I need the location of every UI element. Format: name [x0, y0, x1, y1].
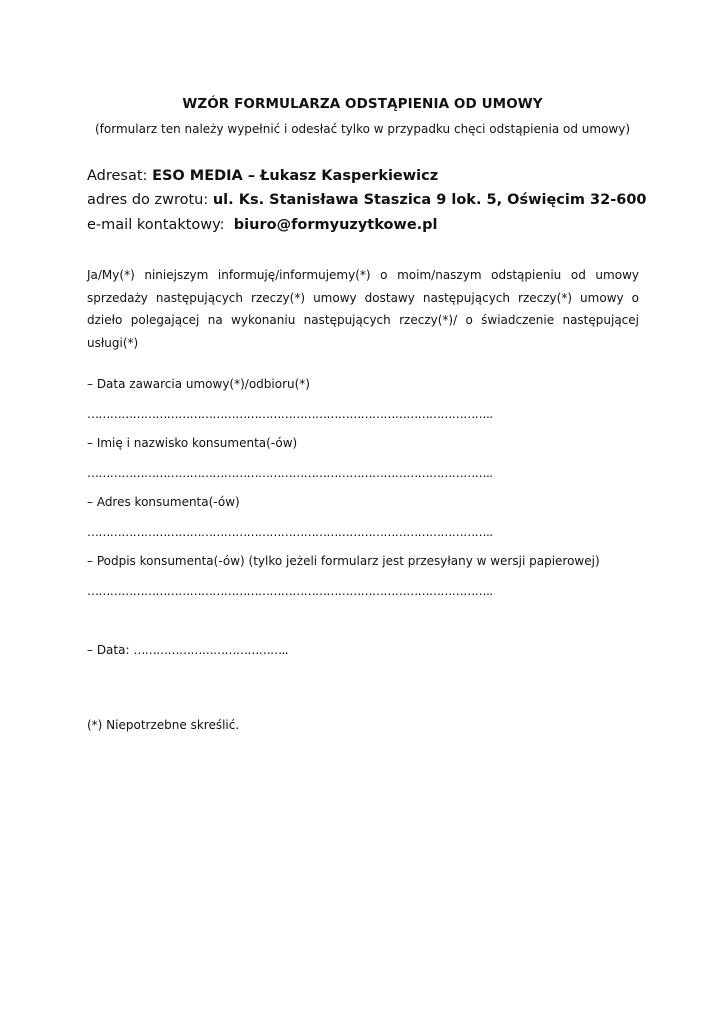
addressee-value: ESO MEDIA – Łukasz Kasperkiewicz [152, 168, 439, 184]
consumer-address-label: – Adres konsumenta(-ów) [87, 495, 240, 509]
footnote: (*) Niepotrzebne skreślić. [87, 718, 240, 732]
consumer-signature-blank: …………………………………………………………………………………………….. [87, 584, 493, 598]
consumer-signature-label: – Podpis konsumenta(-ów) (tylko jeżeli formularz jest przesyłany w wersji papierowej) [87, 554, 600, 568]
form-title: WZÓR FORMULARZA ODSTĄPIENIA OD UMOWY [182, 96, 543, 112]
contract-date-label: – Data zawarcia umowy(*)/odbioru(*) [87, 377, 310, 391]
addressee-label: Adresat: [87, 168, 148, 184]
email-label: e-mail kontaktowy: [87, 217, 225, 233]
return-address-line [87, 192, 647, 208]
withdrawal-statement: Ja/My(*) niniejszym informuję/informujemy(*) o moim/naszym odstąpieniu od umowy sprzedaży następujących rzeczy(*) umowy dostawy następujących rzeczy(*) umowy o dzieło polegającej na wykonaniu następujących rzeczy(*)/ o świadczenie następującej usługi(*) [87, 268, 639, 350]
consumer-name-blank: …………………………………………………………………………………………….. [87, 466, 493, 480]
consumer-name-label: – Imię i nazwisko konsumenta(-ów) [87, 436, 298, 450]
return-address-label: adres do zwrotu: [87, 192, 209, 208]
email-value: biuro@formyuzytkowe.pl [233, 217, 438, 233]
return-address-value: ul. Ks. Stanisława Staszica 9 lok. 5, Oświęcim 32-600 [212, 192, 647, 208]
date-line [87, 643, 288, 657]
addressee-line [87, 168, 438, 184]
consumer-address-blank: …………………………………………………………………………………………….. [87, 525, 493, 539]
date-label: – Data: [87, 643, 130, 657]
email-line [87, 217, 438, 233]
date-blank: ………………………………….. [133, 643, 288, 657]
contract-date-blank: …………………………………………………………………………………………….. [87, 407, 493, 421]
form-subtitle: (formularz ten należy wypełnić i odesłać tylko w przypadku chęci odstąpienia od umowy) [94, 122, 631, 136]
